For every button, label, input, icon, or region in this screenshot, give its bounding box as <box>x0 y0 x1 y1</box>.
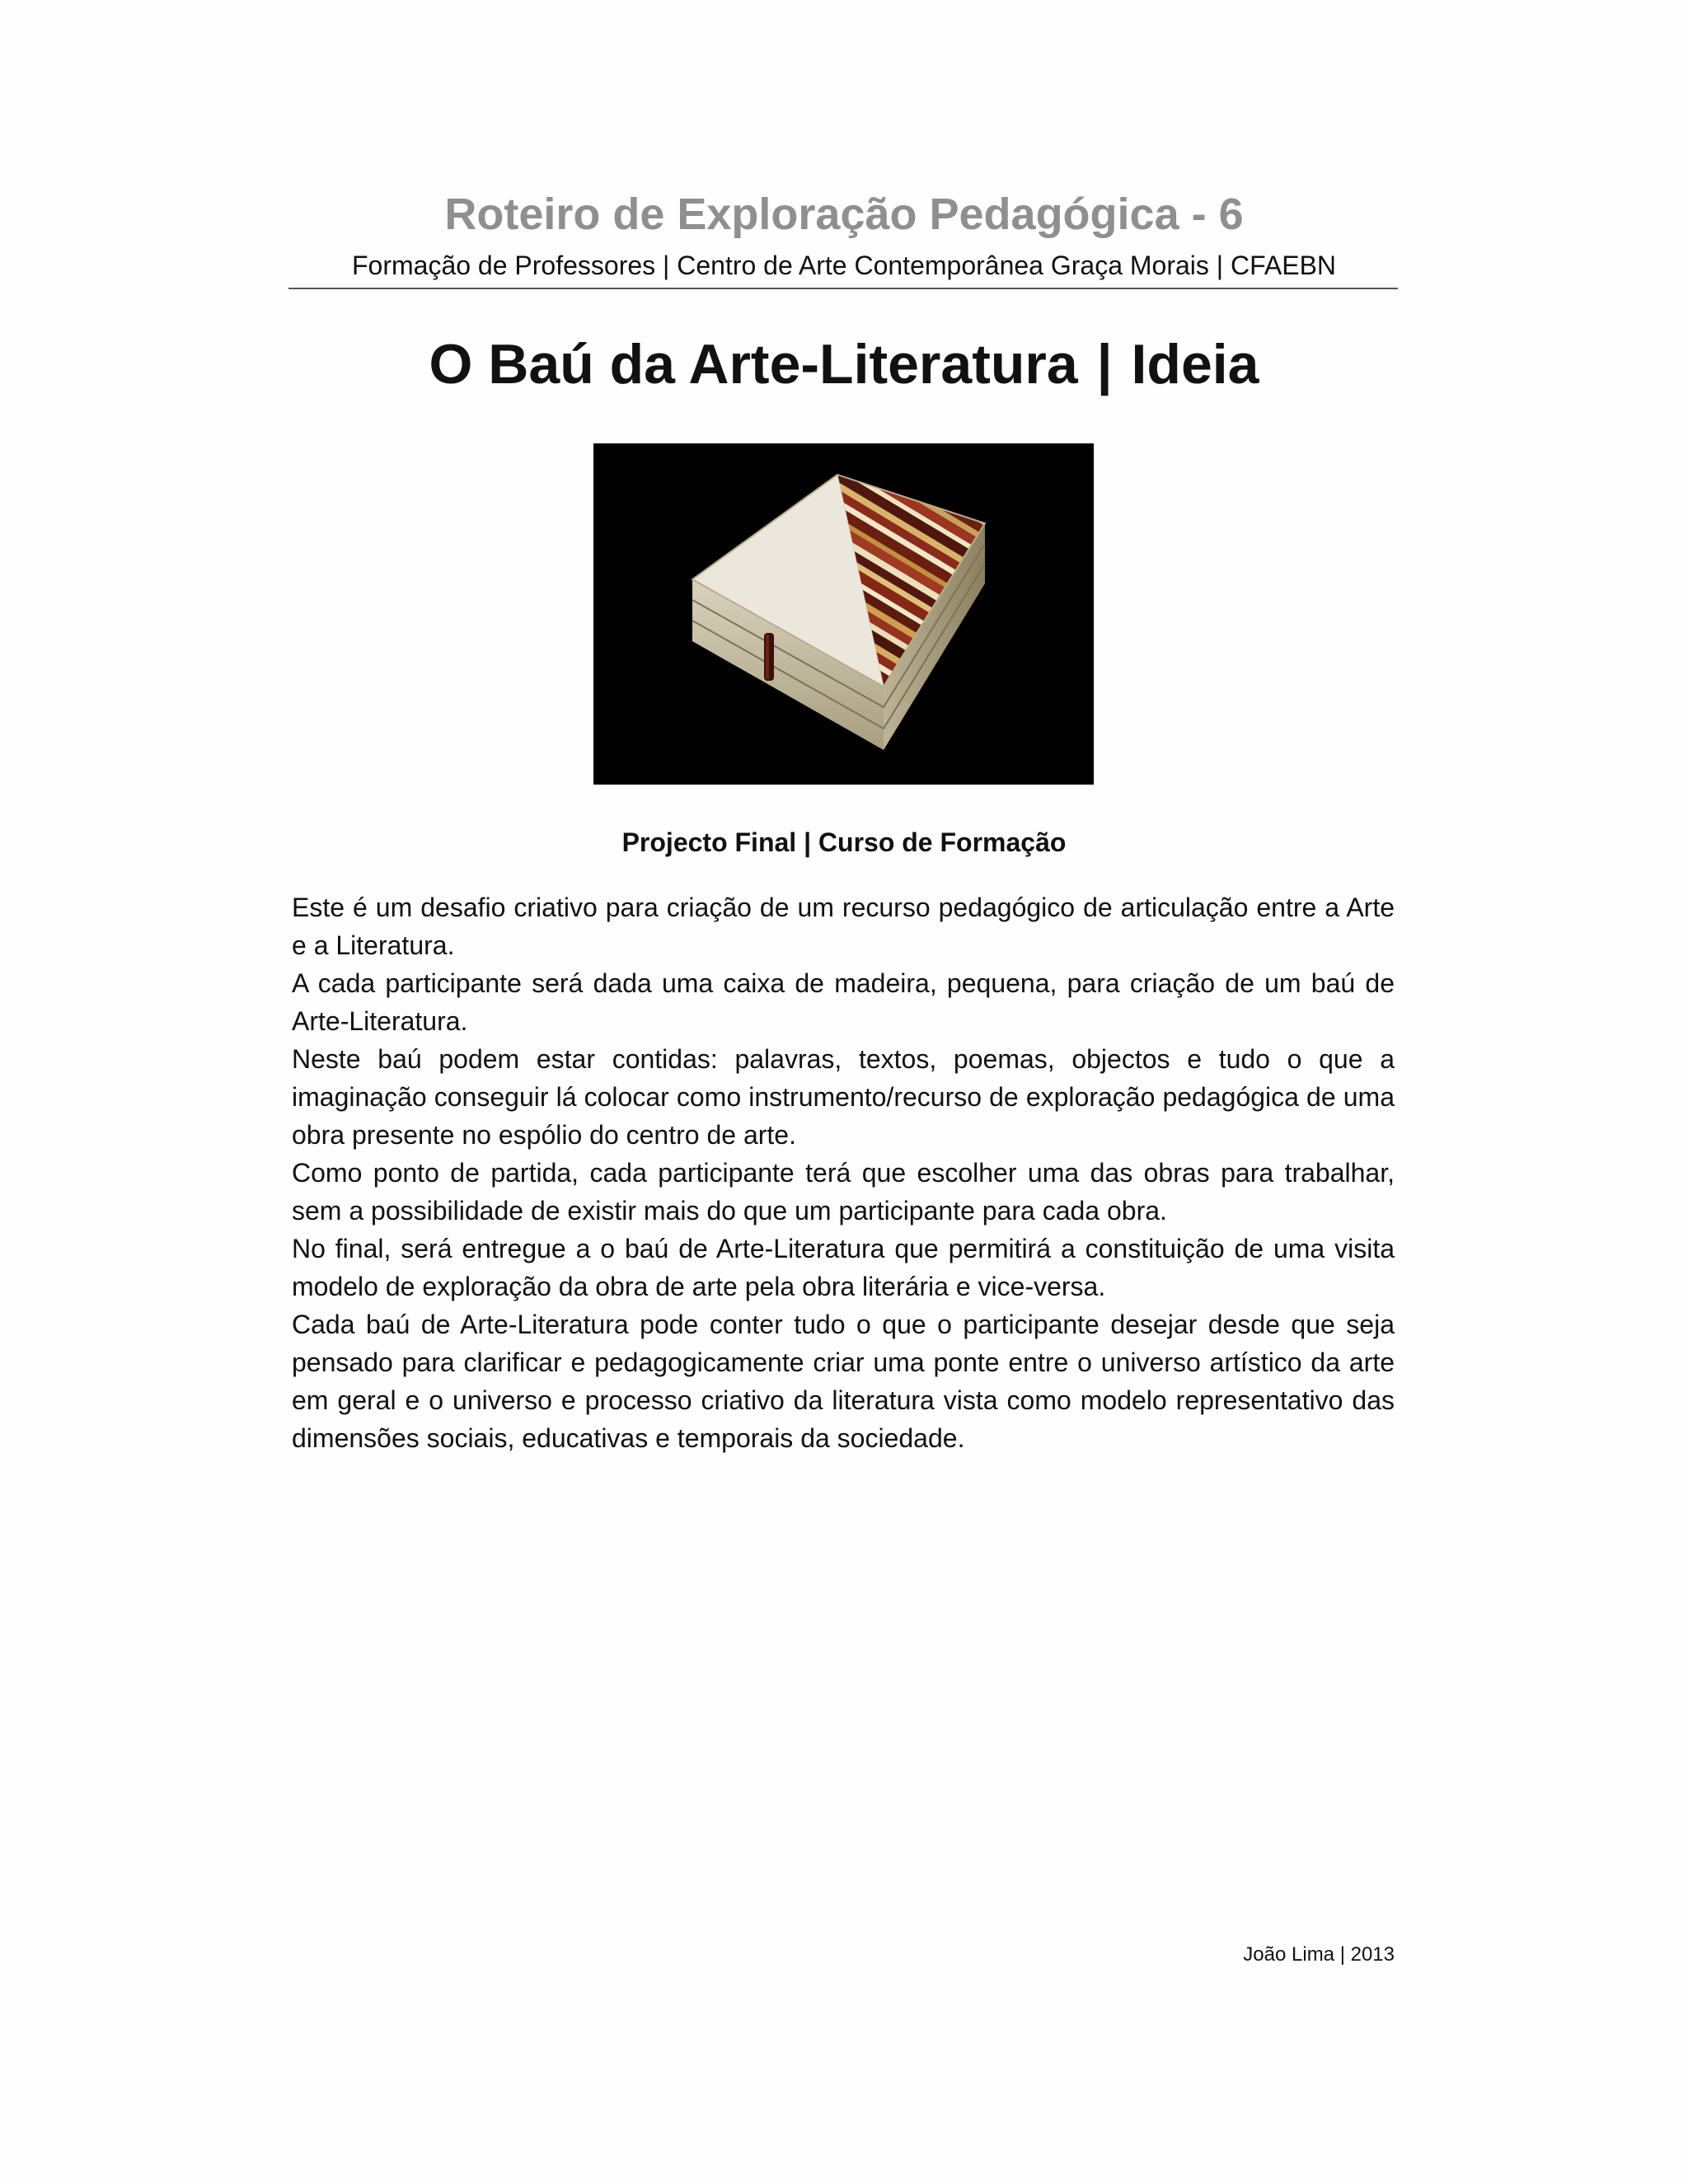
body-paragraph: Cada baú de Arte-Literatura pode conter tudo o que o participante desejar desde que seja pensado para clarificar e pedagogicamente criar uma ponte entre o universo artístico da arte em geral e o universo e processo criativo da literatura vista como modelo representativo das dimensões sociais, educativas e temporais da sociedade. <box>292 1310 1395 1453</box>
figure-caption: Projecto Final | Curso de Formação <box>621 827 1067 857</box>
body-paragraph: Neste baú podem estar contidas: palavras, textos, poemas, objectos e tudo o que a imaginação conseguir lá colocar como instrumento/recurso de exploração pedagógica de uma obra presente no espólio do centro de arte. <box>292 1044 1395 1150</box>
author-credit: João Lima | 2013 <box>1243 1943 1395 1966</box>
wooden-box-illustration <box>593 443 1094 785</box>
page-title-text: O Baú da Arte-Literatura <box>429 333 1078 396</box>
body-paragraph: No final, será entregue a o baú de Arte-Literatura que permitirá a constituição de uma visita modelo de exploração da obra de arte pela obra literária e vice-versa. <box>292 1234 1395 1301</box>
body-paragraph: Este é um desafio criativo para criação de um recurso pedagógico de articulação entre a Arte e a Literatura. <box>292 893 1395 960</box>
header-divider <box>288 288 1398 289</box>
body-paragraph: Como ponto de partida, cada participante terá que escolher uma das obras para trabalhar, sem a possibilidade de existir mais do que um participante para cada obra. <box>292 1158 1395 1226</box>
document-header-title: Roteiro de Exploração Pedagógica - 6 <box>444 190 1244 239</box>
page-title-emphasis: Ideia <box>1131 333 1259 396</box>
page-title-separator: | <box>1096 333 1113 396</box>
page-title <box>0 330 1688 399</box>
artwork-box-photo <box>593 443 1094 785</box>
body-paragraph: A cada participante será dada uma caixa de madeira, pequena, para criação de um baú de Arte-Literatura. <box>292 968 1395 1036</box>
body-text <box>292 888 1395 1457</box>
document-header-subtitle: Formação de Professores | Centro de Arte Contemporânea Graça Morais | CFAEBN <box>351 251 1337 280</box>
